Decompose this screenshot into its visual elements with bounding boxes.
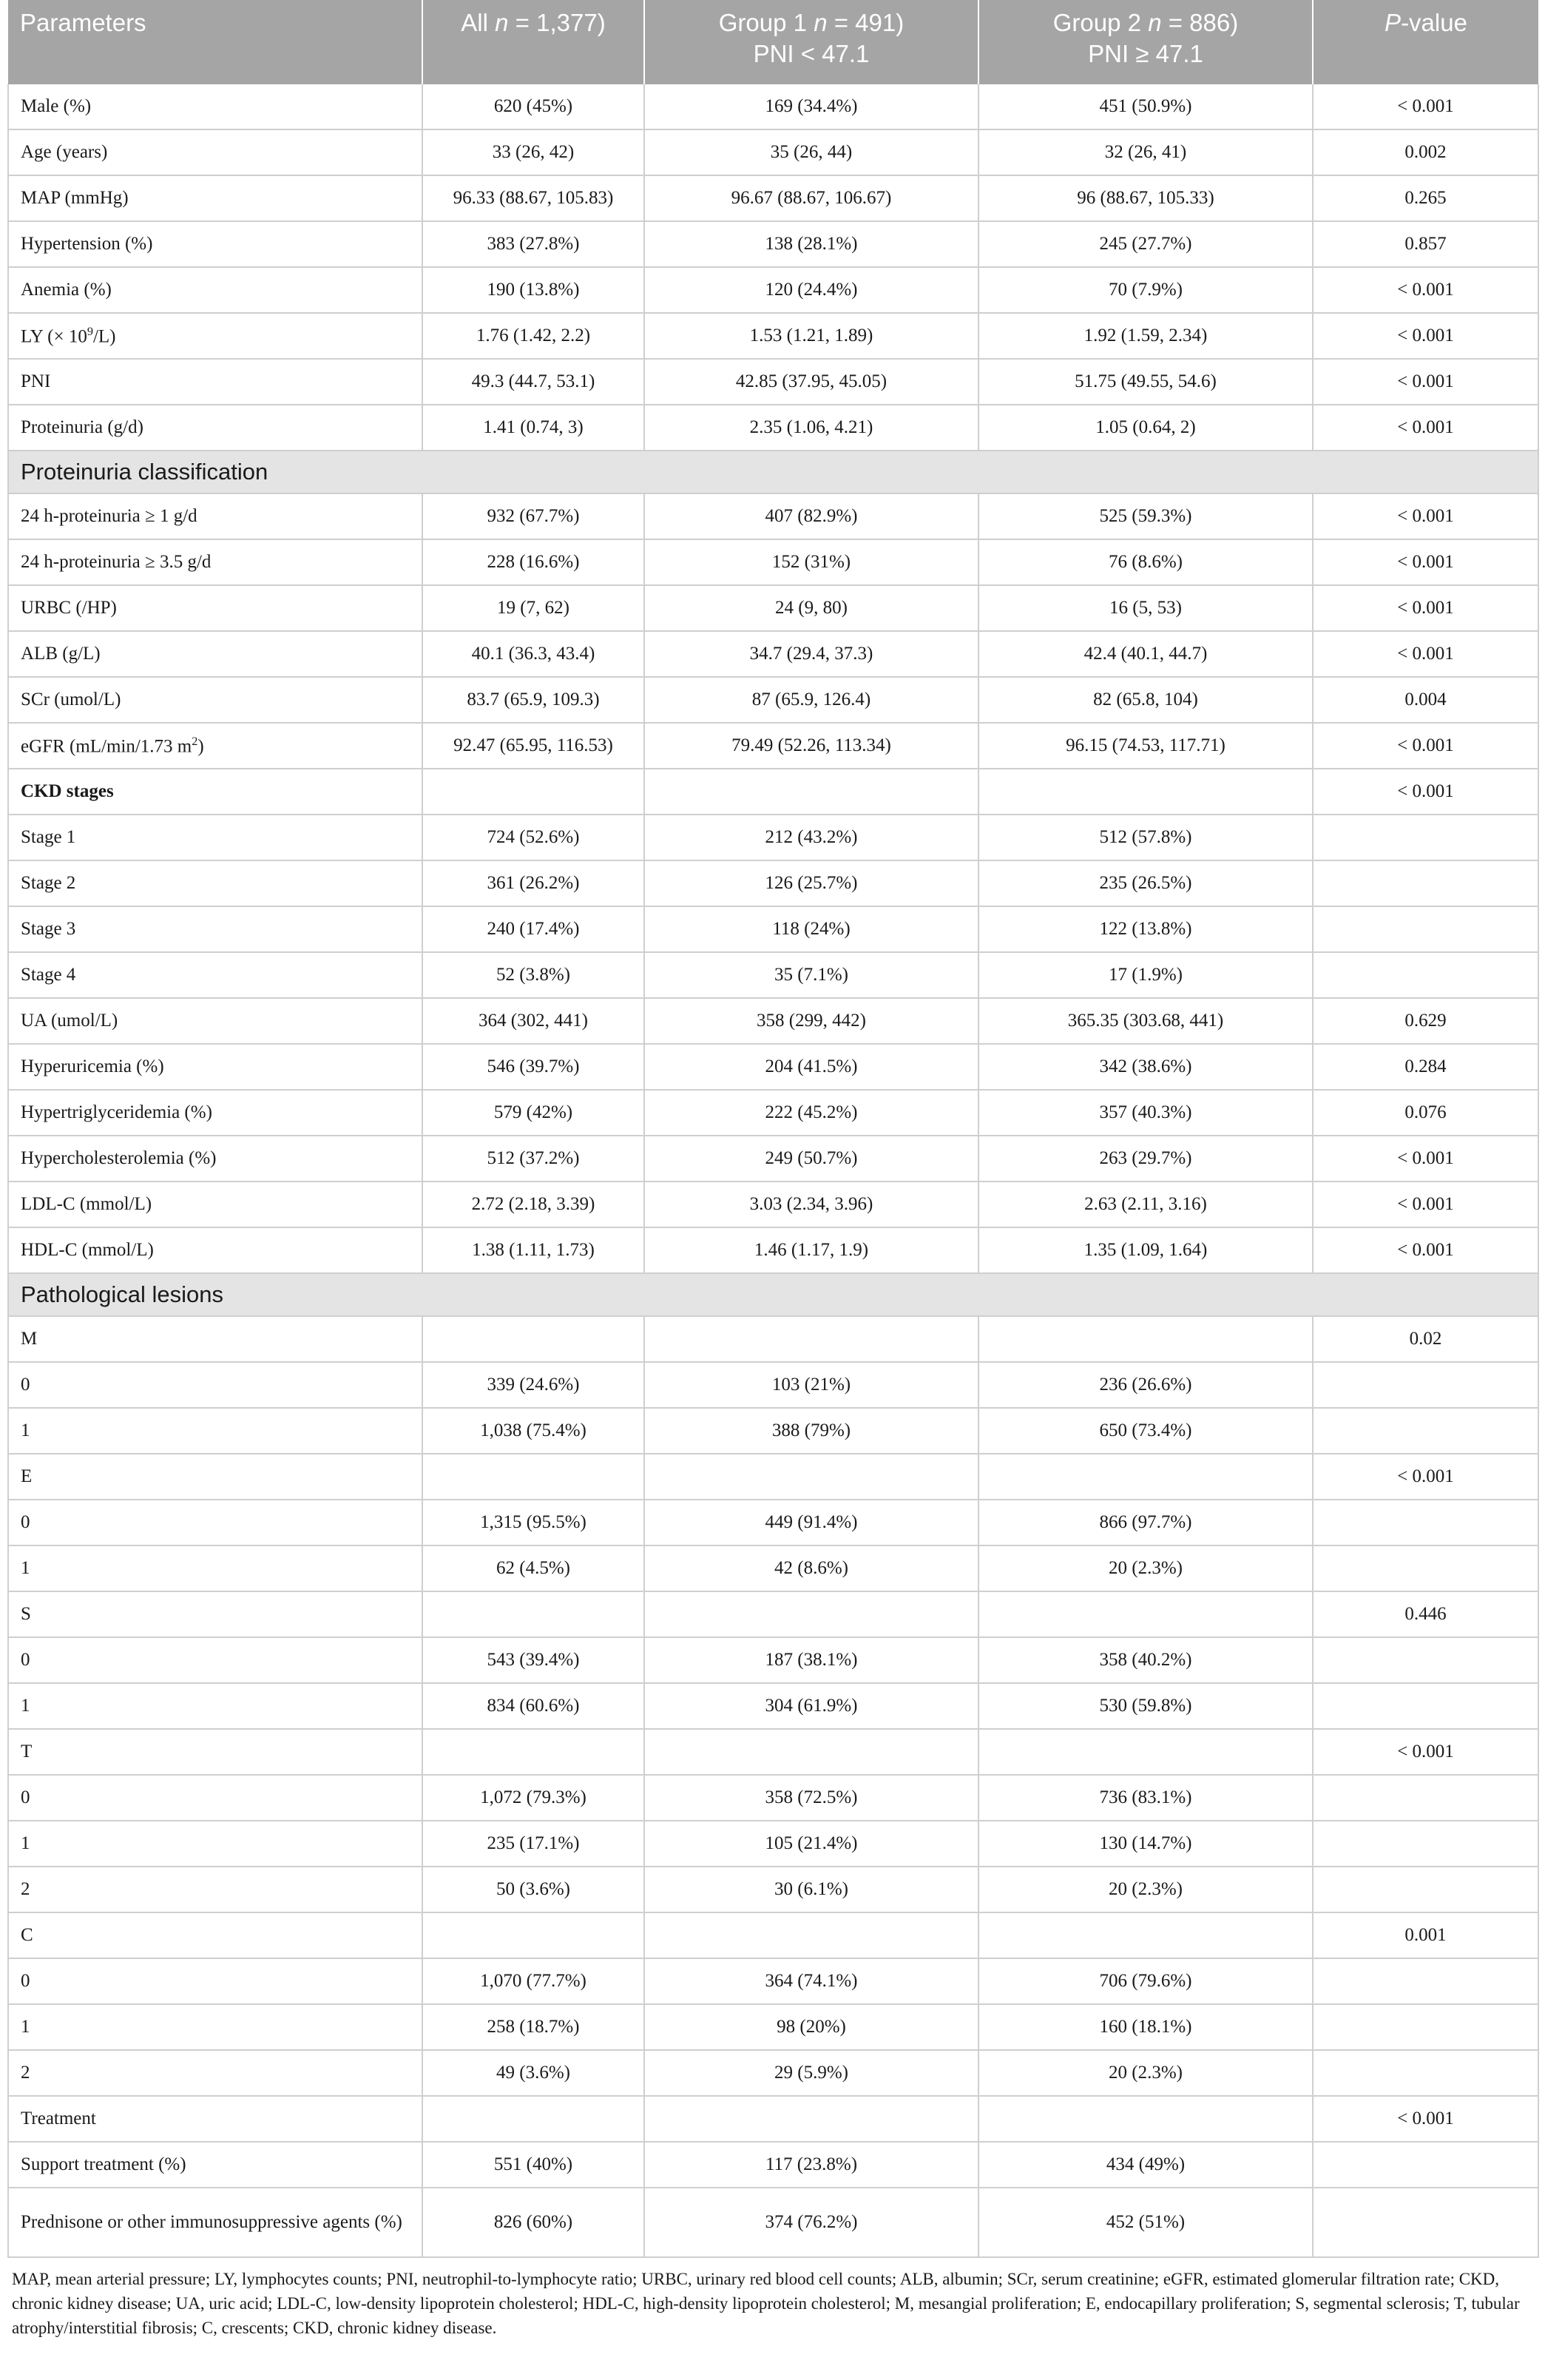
cell-pvalue [1313,2188,1538,2257]
cell-all: 50 (3.6%) [422,1867,644,1912]
table-header [8,0,1538,84]
cell-group2: 32 (26, 41) [978,129,1313,175]
cell-group2: 866 (97.7%) [978,1500,1313,1545]
cell-pvalue: < 0.001 [1313,405,1538,451]
table-row [8,1181,1538,1227]
row-label: C [8,1912,422,1958]
cell-all: 235 (17.1%) [422,1821,644,1867]
section-header: Proteinuria classification [8,451,1538,493]
row-label: 24 h-proteinuria ≥ 3.5 g/d [8,539,422,585]
table-body [8,84,1538,2257]
table-row [8,359,1538,405]
row-label: Male (%) [8,84,422,129]
cell-group1: 169 (34.4%) [644,84,978,129]
row-label: Treatment [8,2096,422,2142]
cell-all: 1,070 (77.7%) [422,1958,644,2004]
row-label: PNI [8,359,422,405]
cell-all: 19 (7, 62) [422,585,644,631]
cell-pvalue: < 0.001 [1313,359,1538,405]
cell-group2: 20 (2.3%) [978,1545,1313,1591]
table-row [8,998,1538,1044]
section-header: Pathological lesions [8,1273,1538,1316]
cell-all [422,1316,644,1362]
table-row [8,631,1538,677]
row-label: CKD stages [8,769,422,815]
table-footnote: MAP, mean arterial pressure; LY, lymphocytes counts; PNI, neutrophil-to-lymphocyte ratio; URBC, urinary red blood cell counts; ALB, albumin; SCr, serum creatinine; eGFR, estimated glomerular filtration rate; CKD, chronic kidney disease; UA, uric acid; LDL-C, low-density lipoprotein cholesterol; HDL-C, high-density lipoprotein cholesterol; M, mesangial proliferation; E, endocapillary proliferation; S, segmental sclerosis; T, tubular atrophy/interstitial fibrosis; C, crescents; CKD, chronic kidney disease. [12,2270,1520,2337]
cell-group1: 222 (45.2%) [644,1090,978,1136]
cell-group1 [644,1316,978,1362]
row-label: Hypertension (%) [8,221,422,267]
cell-all: 1.41 (0.74, 3) [422,405,644,451]
cell-group2 [978,1591,1313,1637]
table-row [8,1545,1538,1591]
cell-all: 826 (60%) [422,2188,644,2257]
cell-pvalue [1313,1867,1538,1912]
table-row [8,175,1538,221]
cell-group2: 51.75 (49.55, 54.6) [978,359,1313,405]
header-group2: Group 2 n = 886) PNI ≥ 47.1 [978,0,1313,84]
cell-all: 96.33 (88.67, 105.83) [422,175,644,221]
cell-pvalue [1313,1821,1538,1867]
cell-group2 [978,2096,1313,2142]
table-row [8,1454,1538,1500]
cell-pvalue: 0.002 [1313,129,1538,175]
cell-pvalue: 0.857 [1313,221,1538,267]
table-row [8,2004,1538,2050]
cell-pvalue [1313,2050,1538,2096]
cell-pvalue [1313,1637,1538,1683]
row-label-suffix: ) [197,736,204,757]
cell-group2: 20 (2.3%) [978,1867,1313,1912]
table-row [8,1958,1538,2004]
cell-group2: 512 (57.8%) [978,815,1313,860]
table-row [8,585,1538,631]
cell-pvalue: 0.076 [1313,1090,1538,1136]
cell-group2: 245 (27.7%) [978,221,1313,267]
row-label: Hypercholesterolemia (%) [8,1136,422,1181]
cell-group2: 357 (40.3%) [978,1090,1313,1136]
cell-pvalue: < 0.001 [1313,493,1538,539]
row-label: URBC (/HP) [8,585,422,631]
cell-group2: 706 (79.6%) [978,1958,1313,2004]
cell-group1: 1.46 (1.17, 1.9) [644,1227,978,1273]
row-label: Stage 2 [8,860,422,906]
cell-group2: 236 (26.6%) [978,1362,1313,1408]
row-label: ALB (g/L) [8,631,422,677]
table-row [8,1316,1538,1362]
row-label [8,723,422,769]
cell-group2: 20 (2.3%) [978,2050,1313,2096]
cell-group1: 42 (8.6%) [644,1545,978,1591]
table-row [8,2188,1538,2257]
row-label: LDL-C (mmol/L) [8,1181,422,1227]
row-label-text: eGFR (mL/min/1.73 m [21,736,192,757]
row-label: 1 [8,1545,422,1591]
cell-pvalue [1313,1958,1538,2004]
cell-pvalue: < 0.001 [1313,585,1538,631]
table-row [8,860,1538,906]
table-row [8,2096,1538,2142]
cell-group2: 130 (14.7%) [978,1821,1313,1867]
cell-pvalue: < 0.001 [1313,1729,1538,1775]
cell-group2: 76 (8.6%) [978,539,1313,585]
table-container [7,0,1538,2340]
row-label: 24 h-proteinuria ≥ 1 g/d [8,493,422,539]
cell-group1 [644,2096,978,2142]
section-header-row [8,1273,1538,1316]
cell-group1: 2.35 (1.06, 4.21) [644,405,978,451]
row-label: 2 [8,1867,422,1912]
row-label-text: LY (× 10 [21,326,87,347]
table-row [8,723,1538,769]
cell-group1: 96.67 (88.67, 106.67) [644,175,978,221]
cell-group1: 42.85 (37.95, 45.05) [644,359,978,405]
table-row [8,2050,1538,2096]
cell-all: 258 (18.7%) [422,2004,644,2050]
cell-group1: 34.7 (29.4, 37.3) [644,631,978,677]
cell-pvalue [1313,952,1538,998]
table-row [8,1500,1538,1545]
row-label-suffix: /L) [92,326,116,347]
cell-all: 83.7 (65.9, 109.3) [422,677,644,723]
header-group1: Group 1 n = 491) PNI < 47.1 [644,0,978,84]
row-label: 0 [8,1958,422,2004]
cell-group1: 138 (28.1%) [644,221,978,267]
cell-pvalue: 0.446 [1313,1591,1538,1637]
cell-group2 [978,769,1313,815]
cell-all: 1.76 (1.42, 2.2) [422,313,644,359]
row-label: 1 [8,1821,422,1867]
cell-group1: 449 (91.4%) [644,1500,978,1545]
cell-group2: 451 (50.9%) [978,84,1313,129]
cell-all: 92.47 (65.95, 116.53) [422,723,644,769]
cell-pvalue: < 0.001 [1313,313,1538,359]
cell-pvalue [1313,1500,1538,1545]
cell-all: 49.3 (44.7, 53.1) [422,359,644,405]
row-label: M [8,1316,422,1362]
row-label: Stage 4 [8,952,422,998]
cell-group2: 96.15 (74.53, 117.71) [978,723,1313,769]
table-row [8,1867,1538,1912]
cell-group1: 79.49 (52.26, 113.34) [644,723,978,769]
cell-group2: 160 (18.1%) [978,2004,1313,2050]
cell-all: 240 (17.4%) [422,906,644,952]
baseline-characteristics-table [7,0,1539,2258]
row-label: 2 [8,2050,422,2096]
cell-all: 543 (39.4%) [422,1637,644,1683]
cell-all: 364 (302, 441) [422,998,644,1044]
cell-pvalue: < 0.001 [1313,631,1538,677]
cell-all: 932 (67.7%) [422,493,644,539]
cell-group2: 82 (65.8, 104) [978,677,1313,723]
cell-all: 551 (40%) [422,2142,644,2188]
cell-all: 724 (52.6%) [422,815,644,860]
cell-pvalue [1313,1362,1538,1408]
row-label: Age (years) [8,129,422,175]
table-row [8,221,1538,267]
header-pvalue: P-value [1313,0,1538,84]
row-label: 1 [8,1408,422,1454]
cell-pvalue: < 0.001 [1313,2096,1538,2142]
cell-group2 [978,1729,1313,1775]
cell-all: 228 (16.6%) [422,539,644,585]
row-label: 1 [8,2004,422,2050]
cell-pvalue [1313,1545,1538,1591]
cell-group2: 452 (51%) [978,2188,1313,2257]
cell-group2: 42.4 (40.1, 44.7) [978,631,1313,677]
table-row [8,1821,1538,1867]
cell-group2: 1.05 (0.64, 2) [978,405,1313,451]
section-header-row [8,451,1538,493]
cell-all: 512 (37.2%) [422,1136,644,1181]
row-label: Hyperuricemia (%) [8,1044,422,1090]
cell-pvalue: < 0.001 [1313,1136,1538,1181]
cell-all: 1,038 (75.4%) [422,1408,644,1454]
cell-all [422,1454,644,1500]
cell-group1: 407 (82.9%) [644,493,978,539]
cell-group1: 120 (24.4%) [644,267,978,313]
cell-pvalue: < 0.001 [1313,769,1538,815]
table-row [8,815,1538,860]
cell-all: 49 (3.6%) [422,2050,644,2096]
cell-pvalue: 0.004 [1313,677,1538,723]
table-row [8,129,1538,175]
cell-group2 [978,1316,1313,1362]
row-label: S [8,1591,422,1637]
cell-group1: 3.03 (2.34, 3.96) [644,1181,978,1227]
cell-group2: 434 (49%) [978,2142,1313,2188]
cell-all: 62 (4.5%) [422,1545,644,1591]
cell-pvalue [1313,2142,1538,2188]
cell-pvalue: < 0.001 [1313,1227,1538,1273]
cell-group2: 122 (13.8%) [978,906,1313,952]
row-label: 1 [8,1683,422,1729]
cell-group1: 204 (41.5%) [644,1044,978,1090]
table-row [8,2142,1538,2188]
table-row [8,1729,1538,1775]
cell-all [422,1729,644,1775]
header-parameters: Parameters [8,0,422,84]
cell-all: 361 (26.2%) [422,860,644,906]
cell-group1 [644,1912,978,1958]
table-row [8,1637,1538,1683]
cell-group1: 98 (20%) [644,2004,978,2050]
cell-group1: 30 (6.1%) [644,1867,978,1912]
cell-group2 [978,1454,1313,1500]
cell-all: 579 (42%) [422,1090,644,1136]
cell-pvalue: < 0.001 [1313,1454,1538,1500]
cell-group2: 1.92 (1.59, 2.34) [978,313,1313,359]
row-label: 0 [8,1637,422,1683]
cell-group1: 388 (79%) [644,1408,978,1454]
cell-all [422,1591,644,1637]
cell-group1: 103 (21%) [644,1362,978,1408]
cell-group2: 530 (59.8%) [978,1683,1313,1729]
row-label: 0 [8,1775,422,1821]
cell-pvalue: 0.284 [1313,1044,1538,1090]
table-row [8,405,1538,451]
row-label: Stage 3 [8,906,422,952]
cell-group1: 117 (23.8%) [644,2142,978,2188]
cell-group2 [978,1912,1313,1958]
row-label: 0 [8,1362,422,1408]
cell-group1: 358 (299, 442) [644,998,978,1044]
cell-group1: 152 (31%) [644,539,978,585]
cell-group1 [644,1454,978,1500]
cell-group1: 249 (50.7%) [644,1136,978,1181]
cell-pvalue [1313,860,1538,906]
cell-group1: 126 (25.7%) [644,860,978,906]
cell-group1: 35 (7.1%) [644,952,978,998]
cell-all: 1,315 (95.5%) [422,1500,644,1545]
table-row [8,313,1538,359]
cell-all: 1,072 (79.3%) [422,1775,644,1821]
cell-all: 2.72 (2.18, 3.39) [422,1181,644,1227]
cell-all [422,1912,644,1958]
cell-all [422,769,644,815]
cell-pvalue [1313,906,1538,952]
row-label [8,313,422,359]
cell-all: 339 (24.6%) [422,1362,644,1408]
cell-pvalue: < 0.001 [1313,539,1538,585]
cell-group2: 650 (73.4%) [978,1408,1313,1454]
cell-all: 620 (45%) [422,84,644,129]
cell-group2: 96 (88.67, 105.33) [978,175,1313,221]
table-row [8,1591,1538,1637]
table-row [8,1408,1538,1454]
cell-group1: 1.53 (1.21, 1.89) [644,313,978,359]
cell-pvalue [1313,815,1538,860]
cell-all: 1.38 (1.11, 1.73) [422,1227,644,1273]
cell-pvalue: 0.265 [1313,175,1538,221]
cell-group1: 118 (24%) [644,906,978,952]
row-label: SCr (umol/L) [8,677,422,723]
table-row [8,1362,1538,1408]
table-row [8,1136,1538,1181]
cell-group2: 2.63 (2.11, 3.16) [978,1181,1313,1227]
table-row [8,267,1538,313]
cell-pvalue [1313,1683,1538,1729]
cell-group2: 17 (1.9%) [978,952,1313,998]
cell-all: 40.1 (36.3, 43.4) [422,631,644,677]
cell-group1: 35 (26, 44) [644,129,978,175]
cell-all [422,2096,644,2142]
cell-group1: 212 (43.2%) [644,815,978,860]
cell-group2: 16 (5, 53) [978,585,1313,631]
cell-group2: 736 (83.1%) [978,1775,1313,1821]
cell-group1: 374 (76.2%) [644,2188,978,2257]
row-label: 0 [8,1500,422,1545]
row-label: Anemia (%) [8,267,422,313]
table-row [8,1090,1538,1136]
row-label: Hypertriglyceridemia (%) [8,1090,422,1136]
table-row [8,906,1538,952]
cell-pvalue: < 0.001 [1313,84,1538,129]
cell-pvalue: 0.02 [1313,1316,1538,1362]
table-row [8,1683,1538,1729]
row-label: Stage 1 [8,815,422,860]
cell-group2: 525 (59.3%) [978,493,1313,539]
cell-pvalue: < 0.001 [1313,267,1538,313]
row-label: HDL-C (mmol/L) [8,1227,422,1273]
cell-pvalue: < 0.001 [1313,1181,1538,1227]
table-row [8,1044,1538,1090]
row-label: T [8,1729,422,1775]
cell-all: 190 (13.8%) [422,267,644,313]
cell-group1: 87 (65.9, 126.4) [644,677,978,723]
cell-pvalue [1313,1408,1538,1454]
table-row [8,493,1538,539]
cell-group1: 187 (38.1%) [644,1637,978,1683]
header-row [8,0,1538,84]
row-label: UA (umol/L) [8,998,422,1044]
cell-all: 834 (60.6%) [422,1683,644,1729]
cell-group2: 263 (29.7%) [978,1136,1313,1181]
cell-group2: 365.35 (303.68, 441) [978,998,1313,1044]
cell-group2: 235 (26.5%) [978,860,1313,906]
cell-all: 383 (27.8%) [422,221,644,267]
cell-group2: 1.35 (1.09, 1.64) [978,1227,1313,1273]
cell-pvalue [1313,1775,1538,1821]
header-all: All n = 1,377) [422,0,644,84]
table-row [8,1227,1538,1273]
table-row [8,952,1538,998]
row-label: Proteinuria (g/d) [8,405,422,451]
cell-group1: 24 (9, 80) [644,585,978,631]
cell-group1 [644,1591,978,1637]
row-label: Support treatment (%) [8,2142,422,2188]
table-row [8,1775,1538,1821]
row-label: E [8,1454,422,1500]
table-row [8,1912,1538,1958]
cell-group1: 304 (61.9%) [644,1683,978,1729]
cell-group2: 358 (40.2%) [978,1637,1313,1683]
cell-group1: 364 (74.1%) [644,1958,978,2004]
table-row [8,539,1538,585]
cell-all: 33 (26, 42) [422,129,644,175]
row-label-superscript: 2 [192,734,198,748]
cell-all: 546 (39.7%) [422,1044,644,1090]
cell-all: 52 (3.8%) [422,952,644,998]
cell-group1 [644,769,978,815]
table-row [8,84,1538,129]
row-label: Prednisone or other immunosuppressive agents (%) [8,2188,422,2257]
cell-group1: 29 (5.9%) [644,2050,978,2096]
row-label-superscript: 9 [87,324,93,338]
table-row [8,769,1538,815]
cell-pvalue: 0.629 [1313,998,1538,1044]
cell-group1: 105 (21.4%) [644,1821,978,1867]
cell-group2: 70 (7.9%) [978,267,1313,313]
cell-group2: 342 (38.6%) [978,1044,1313,1090]
cell-pvalue [1313,2004,1538,2050]
cell-group1 [644,1729,978,1775]
cell-pvalue: 0.001 [1313,1912,1538,1958]
cell-group1: 358 (72.5%) [644,1775,978,1821]
table-row [8,677,1538,723]
cell-pvalue: < 0.001 [1313,723,1538,769]
row-label: MAP (mmHg) [8,175,422,221]
